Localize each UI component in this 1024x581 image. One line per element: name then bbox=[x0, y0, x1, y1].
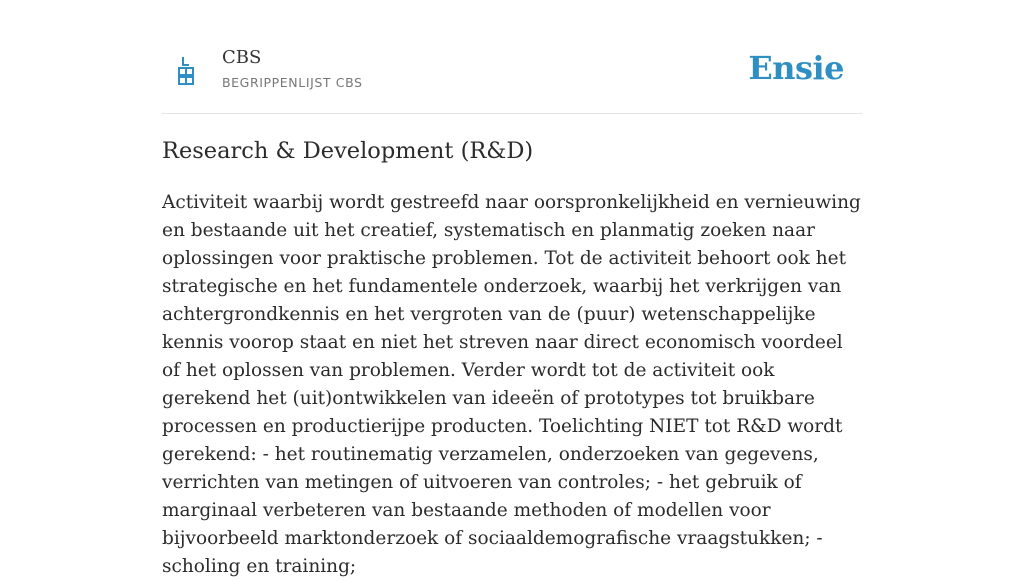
cbs-logo-icon[interactable] bbox=[176, 56, 196, 86]
glossary-subtitle[interactable]: BEGRIPPENLIJST CBS bbox=[222, 75, 363, 90]
header bbox=[162, 0, 862, 114]
organization-name[interactable]: CBS bbox=[222, 47, 262, 68]
ensie-logo[interactable]: Ensie bbox=[748, 49, 844, 87]
definition-text: Activiteit waarbij wordt gestreefd naar oorspronkelijkheid en vernieuwing en bestaande uit het creatief, systematisch en planmatig zoeken naar oplossingen voor praktische problemen. Tot de activiteit behoort ook het strategische en het fundamentele onderzoek, waarbij het verkrijgen van achtergrondkennis en het vergroten van de (puur) wetenschappelijke kennis voorop staat en niet het streven naar direct economisch voordeel of het oplossen van problemen. Verder wordt tot de activiteit ook gerekend het (uit)ontwikkelen van ideeën of prototypes tot bruikbare processen en productierijpe producten. Toelichting NIET tot R&D wordt gerekend: - het routinematig verzamelen, onderzoeken van gegevens, verrichten van metingen of uitvoeren van controles; - het gebruik of marginaal verbeteren van bestaande methoden of modellen voor bijvoorbeeld marktonderzoek of sociaaldemografische vraagstukken; - scholing en training; bbox=[162, 192, 861, 577]
page-title: Research & Development (R&D) bbox=[162, 138, 534, 164]
